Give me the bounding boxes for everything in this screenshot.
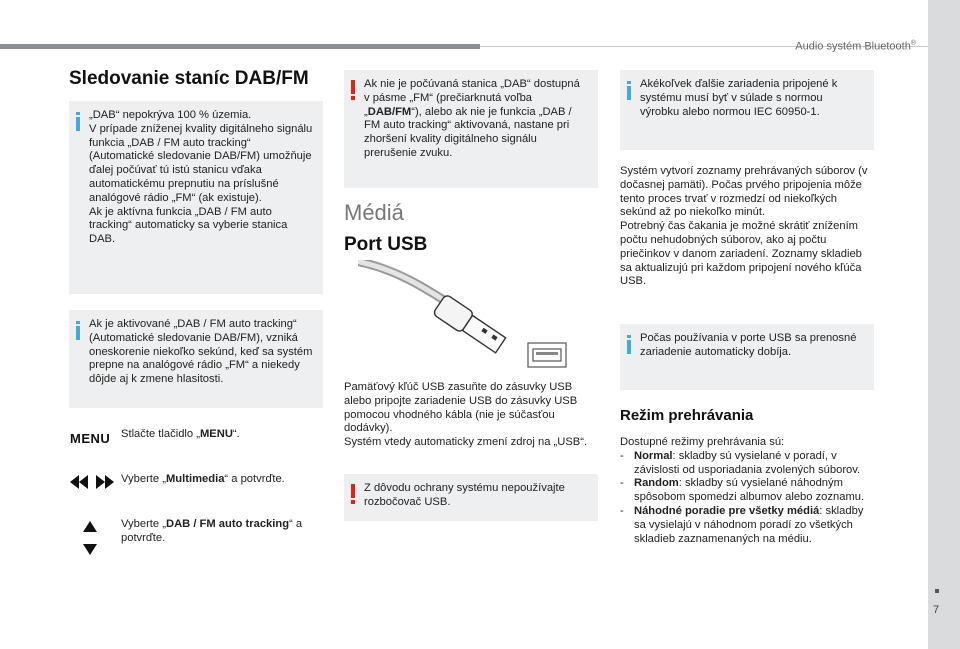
warning-box-usb-hub	[344, 474, 598, 521]
step-select-auto-tracking: Vyberte „DAB / FM auto tracking“ a potvrďte.	[121, 518, 303, 544]
header-bar	[0, 44, 480, 49]
page-number: 7	[933, 604, 940, 616]
info-text-auto-tracking-delay: Ak je aktivované „DAB / FM auto tracking“ (Automatické sledovanie DAB/FM), vzniká oneskorenie niekoľko sekúnd, keď sa systém prepne na analógové rádio „FM“ a niekedy dôjde aj k zmene hlasitosti.	[89, 318, 313, 386]
playback-modes	[620, 436, 876, 546]
info-icon	[627, 335, 631, 354]
list-item: - Náhodné poradie pre všetky médiá: skladby sa vysielajú v náhodnom poradí zo všetkých skladieb zaznamenaných na médiu.	[620, 504, 864, 545]
playback-intro: Dostupné režimy prehrávania sú:	[620, 436, 785, 448]
info-box-auto-tracking-delay	[69, 310, 323, 408]
usb-port-heading: Port USB	[344, 234, 428, 255]
info-text-charging: Počas používania v porte USB sa prenosné zariadenie automaticky dobíja.	[640, 332, 857, 358]
info-icon	[76, 321, 80, 340]
warning-text-usb-hub: Z dôvodu ochrany systému nepoužívajte rozbočovač USB.	[364, 482, 565, 508]
warning-icon	[351, 484, 355, 504]
info-box-dab-coverage	[69, 101, 323, 294]
warning-box-signal-loss	[344, 70, 598, 188]
info-box-charging	[620, 324, 874, 390]
playlist-info-text: Systém vytvorí zoznamy prehrávaných súborov (v dočasnej pamäti). Počas prvého pripojenia môže tento proces trvať v rozmedzí od niekoľkých sekúnd až po niekoľko minút. Potrebný čas čakania je možné skrátiť znížením počtu nehudobných súborov, ako aj počtu priečinkov v danom zariadení. Zoznamy skladieb sa aktualizujú pri každom pripojení nového kľúča USB.	[620, 165, 868, 288]
playback-mode-heading: Režim prehrávania	[620, 407, 754, 424]
warning-text-signal-loss: Ak nie je počúvaná stanica „DAB“ dostupná v pásme „FM“ (prečiarknutá voľba „DAB/FM“), alebo ak nie je funkcia „DAB / FM auto tracking“ aktivovaná, nastane pri zhoršení kvality digitálneho signálu prerušenie zvuku.	[364, 78, 580, 159]
warning-icon	[351, 80, 355, 100]
menu-key-label: MENU	[70, 431, 111, 446]
header-title: Audio systém Bluetooth®	[795, 40, 916, 53]
info-icon	[627, 81, 631, 100]
list-item: - Random: skladby sú vysielané náhodným spôsobom spomedzi albumov alebo zoznamu.	[620, 477, 865, 504]
info-icon	[76, 112, 80, 131]
list-item: - Normal: skladby sú vysielané v poradí, v závislosti od usporiadania zvolených súborov.	[620, 449, 861, 476]
usb-instructions: Pamäťový kľúč USB zasuňte do zásuvky USB alebo pripojte zariadenie USB do zásuvky USB pomocou vhodného kábla (nie je súčasťou dodávky). Systém vtedy automaticky zmení zdroj na „USB“.	[344, 381, 588, 449]
section-heading-dab-fm: Sledovanie staníc DAB/FM	[69, 68, 309, 89]
info-text-iec-norm: Akékoľvek ďalšie zariadenia pripojené k systému musí byť v súlade s normou výrobku alebo normou IEC 60950-1.	[640, 78, 838, 118]
page-marker	[935, 589, 939, 593]
usb-plug-illustration-icon	[358, 260, 573, 372]
info-text-dab-coverage: „DAB“ nepokrýva 100 % územia. V prípade zníženej kvality digitálneho signálu funkcia „DAB / FM auto tracking“ (Automatické sledovanie DAB/FM) umožňuje ďalej počúvať tú istú stanicu vďaka automatickému prepnutiu na príslušné analógové rádio „FM“ (ak existuje). Ak je aktívna funkcia „DAB / FM auto tracking“ automaticky sa vyberie stanica DAB.	[89, 109, 313, 246]
info-box-iec-norm	[620, 70, 874, 150]
page-sidebar	[928, 0, 960, 649]
step-press-menu: Stlačte tlačidlo „MENU“.	[121, 428, 240, 440]
media-heading: Médiá	[344, 200, 404, 225]
step-select-multimedia: Vyberte „Multimedia“ a potvrďte.	[121, 473, 285, 485]
up-down-arrows-icon	[83, 521, 97, 555]
left-right-arrows-icon	[70, 475, 114, 489]
